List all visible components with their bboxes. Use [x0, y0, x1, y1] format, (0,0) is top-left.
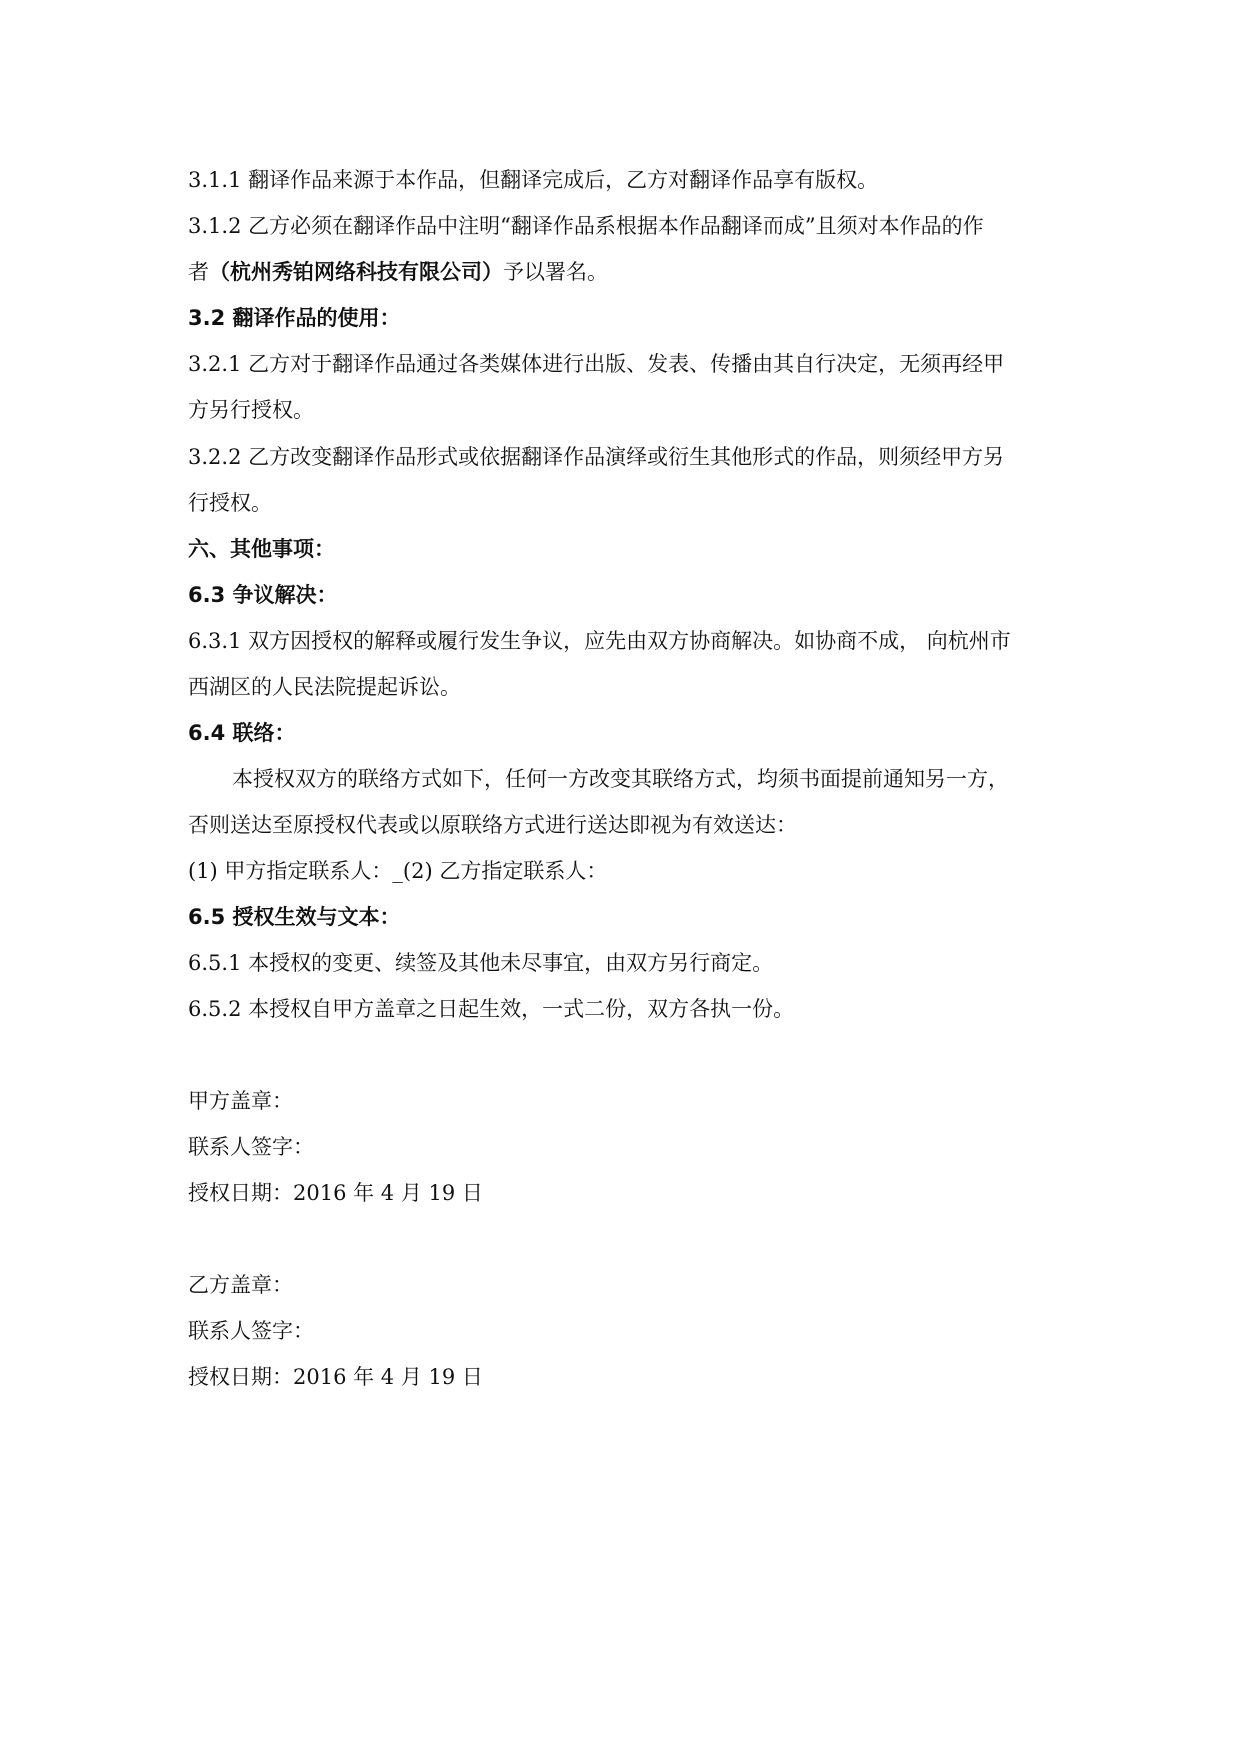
clause-3-2-2-line2: 行授权。	[188, 491, 272, 515]
party-b-signature: 联系人签字：	[188, 1319, 314, 1343]
clause-3-1-2-text: 者	[188, 260, 209, 284]
party-a-date: 授权日期：2016 年 4 月 19 日	[188, 1181, 483, 1205]
clause-3-1-2-line1: 3.1.2 乙方必须在翻译作品中注明“翻译作品系根据本作品翻译而成”且须对本作品的作	[188, 214, 984, 238]
clause-6-3-1-line1: 6.3.1 双方因授权的解释或履行发生争议，应先由双方协商解决。如协商不成， 向杭州市	[188, 629, 1011, 653]
clause-3-1-1: 3.1.1 翻译作品来源于本作品，但翻译完成后，乙方对翻译作品享有版权。	[188, 168, 879, 192]
clause-3-1-2-text-end: 予以署名。	[503, 260, 608, 284]
heading-6-3: 6.3 争议解决：	[188, 583, 338, 607]
heading-6: 六、其他事项：	[188, 537, 335, 561]
contacts-line: (1) 甲方指定联系人：_(2) 乙方指定联系人：	[188, 859, 608, 883]
party-a-signature: 联系人签字：	[188, 1135, 314, 1159]
clause-6-5-2: 6.5.2 本授权自甲方盖章之日起生效，一式二份，双方各执一份。	[188, 997, 795, 1021]
party-b-date: 授权日期：2016 年 4 月 19 日	[188, 1365, 483, 1389]
clause-6-3-1-line2: 西湖区的人民法院提起诉讼。	[188, 675, 461, 699]
clause-6-4-line2: 否则送达至原授权代表或以原联络方式进行送达即视为有效送达：	[188, 813, 797, 837]
clause-3-1-2-line2	[188, 258, 1068, 286]
clause-3-2-1-line2: 方另行授权。	[188, 398, 314, 422]
heading-6-5: 6.5 授权生效与文本：	[188, 905, 401, 929]
company-name: （杭州秀铂网络科技有限公司）	[209, 260, 503, 284]
clause-3-2-2-line1: 3.2.2 乙方改变翻译作品形式或依据翻译作品演绎或衍生其他形式的作品，则须经甲方另	[188, 445, 1005, 469]
party-b-seal: 乙方盖章：	[188, 1273, 293, 1297]
heading-6-4: 6.4 联络：	[188, 721, 296, 745]
clause-3-2-1-line1: 3.2.1 乙方对于翻译作品通过各类媒体进行出版、发表、传播由其自行决定，无须再经甲	[188, 352, 1005, 376]
clause-6-4-line1: 本授权双方的联络方式如下，任何一方改变其联络方式，均须书面提前通知另一方，	[232, 767, 1009, 791]
heading-3-2: 3.2 翻译作品的使用：	[188, 306, 401, 330]
party-a-seal: 甲方盖章：	[188, 1089, 293, 1113]
clause-6-5-1: 6.5.1 本授权的变更、续签及其他未尽事宜，由双方另行商定。	[188, 951, 774, 975]
